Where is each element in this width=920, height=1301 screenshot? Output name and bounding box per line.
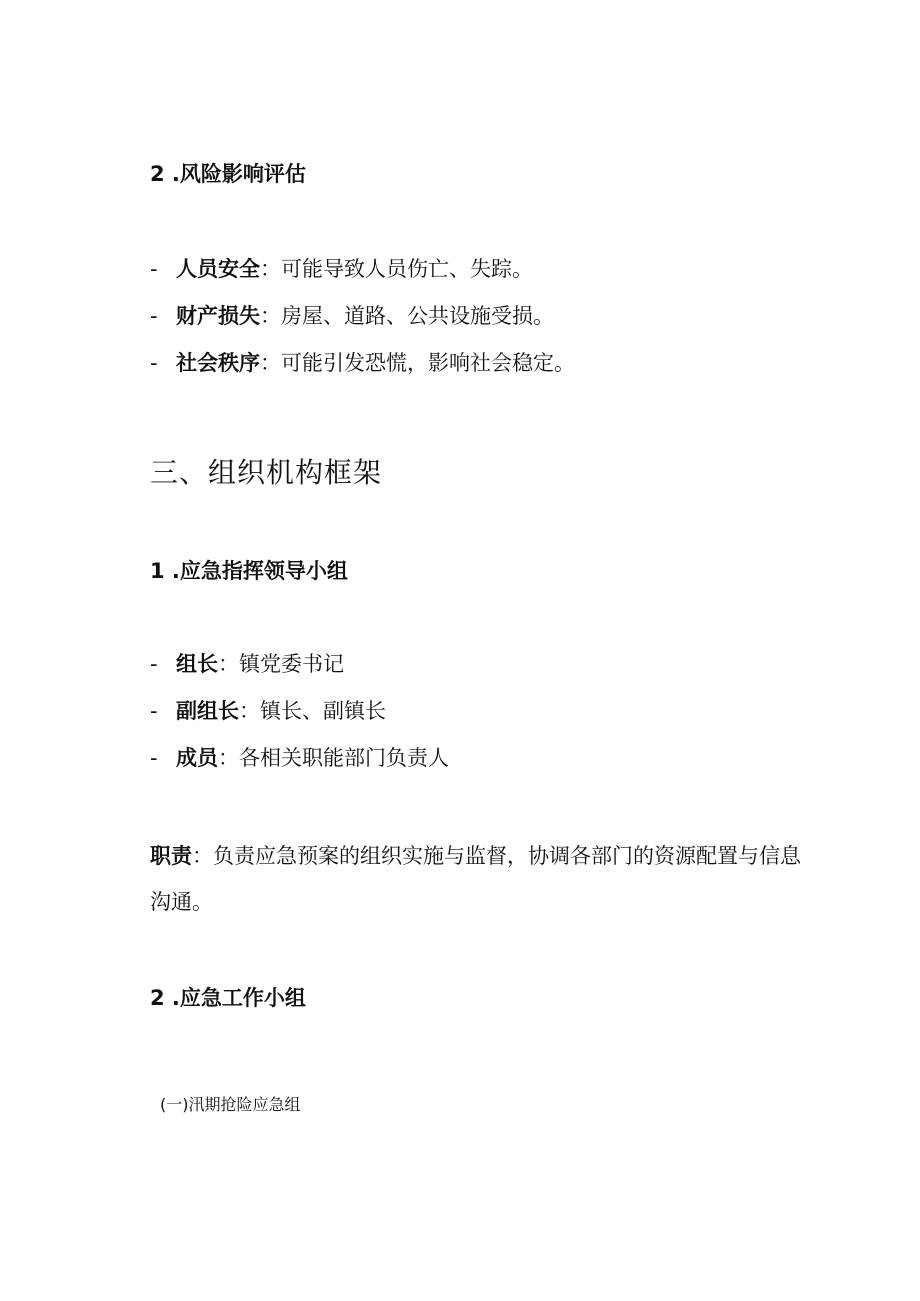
list-item-label: 人员安全 (176, 257, 260, 281)
list-dash: - (150, 699, 158, 723)
list-item-text: ：各相关职能部门负责人 (218, 746, 449, 770)
list-item-label: 财产损失 (176, 304, 260, 328)
group2-heading: 2 .应急工作小组 (150, 986, 306, 1010)
list-item-personnel-safety (150, 259, 533, 280)
list-item-label: 社会秩序 (176, 351, 260, 375)
list-dash: - (150, 351, 158, 375)
list-item-deputy-leader (150, 701, 386, 722)
list-item-leader (150, 654, 344, 675)
section-heading-organization: 三、组织机构框架 (150, 456, 383, 489)
duty-text: ：负责应急预案的组织实施与监督，协调各部门的资源配置与信息沟通。 (150, 844, 801, 914)
list-item-text: ：镇长、副镇长 (239, 699, 386, 723)
group1-heading: 1 .应急指挥领导小组 (150, 559, 348, 583)
subgroup-flood-rescue: (一)汛期抢险应急组 (160, 1095, 301, 1114)
list-item-label: 副组长 (176, 699, 239, 723)
list-item-text: ：可能导致人员伤亡、失踪。 (260, 257, 533, 281)
list-item-text: ：房屋、道路、公共设施受损。 (260, 304, 554, 328)
list-item-label: 组长 (176, 652, 218, 676)
duty-label: 职责 (150, 844, 192, 868)
list-item-text: ：镇党委书记 (218, 652, 344, 676)
list-item-text: ：可能引发恐慌，影响社会稳定。 (260, 351, 575, 375)
risk-impact-heading: 2 .风险影响评估 (150, 162, 306, 186)
list-item-social-order (150, 353, 575, 374)
duty-paragraph (150, 833, 810, 925)
list-dash: - (150, 257, 158, 281)
list-dash: - (150, 746, 158, 770)
list-dash: - (150, 652, 158, 676)
list-item-label: 成员 (176, 746, 218, 770)
list-item-property-loss (150, 306, 554, 327)
list-item-members (150, 748, 449, 769)
list-dash: - (150, 304, 158, 328)
